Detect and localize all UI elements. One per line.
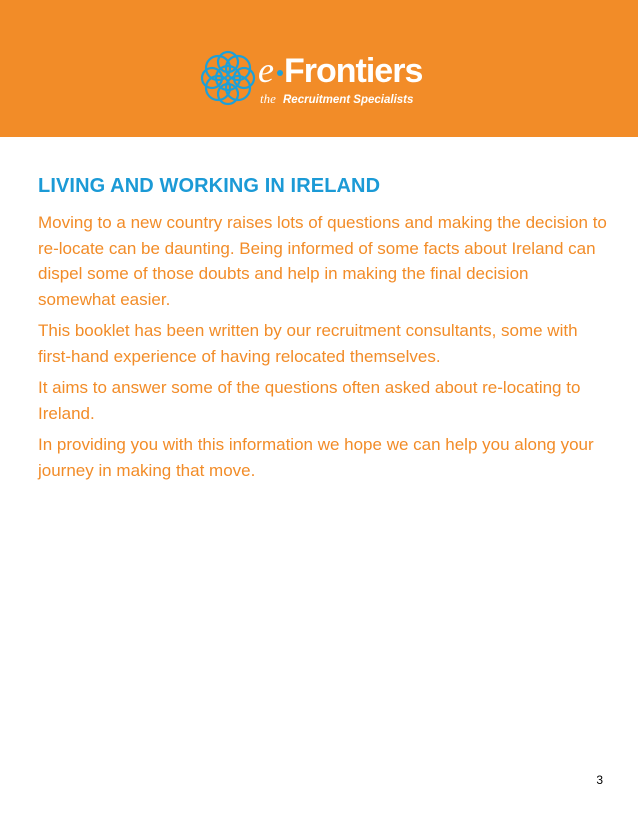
brand-name: Frontiers (284, 52, 423, 90)
paragraph-intro: Moving to a new country raises lots of questions and making the decision to re-locate can be daunting. Being informed of some facts about Ireland can dispel some of those doubts and help in making the final decision somewhat easier. (38, 213, 607, 309)
interlocking-circles-logo-icon (198, 48, 258, 108)
company-logo (198, 48, 448, 114)
page-title: LIVING AND WORKING IN IRELAND (38, 175, 381, 197)
page-content (38, 172, 608, 489)
tagline-text: Recruitment Specialists (283, 94, 414, 106)
paragraph-aims: It aims to answer some of the questions often asked about re-locating to Ireland. (38, 378, 581, 423)
header-band (0, 0, 638, 137)
paragraph-closing: In providing you with this information we hope we can help you along your journey in making that move. (38, 435, 594, 480)
brand-e-letter: e (258, 50, 274, 90)
brand-dot (277, 70, 283, 76)
tagline-the: the (260, 91, 276, 106)
paragraph-booklet: This booklet has been written by our recruitment consultants, some with first-hand experience of having relocated themselves. (38, 321, 578, 366)
page-number: 3 (596, 773, 603, 787)
